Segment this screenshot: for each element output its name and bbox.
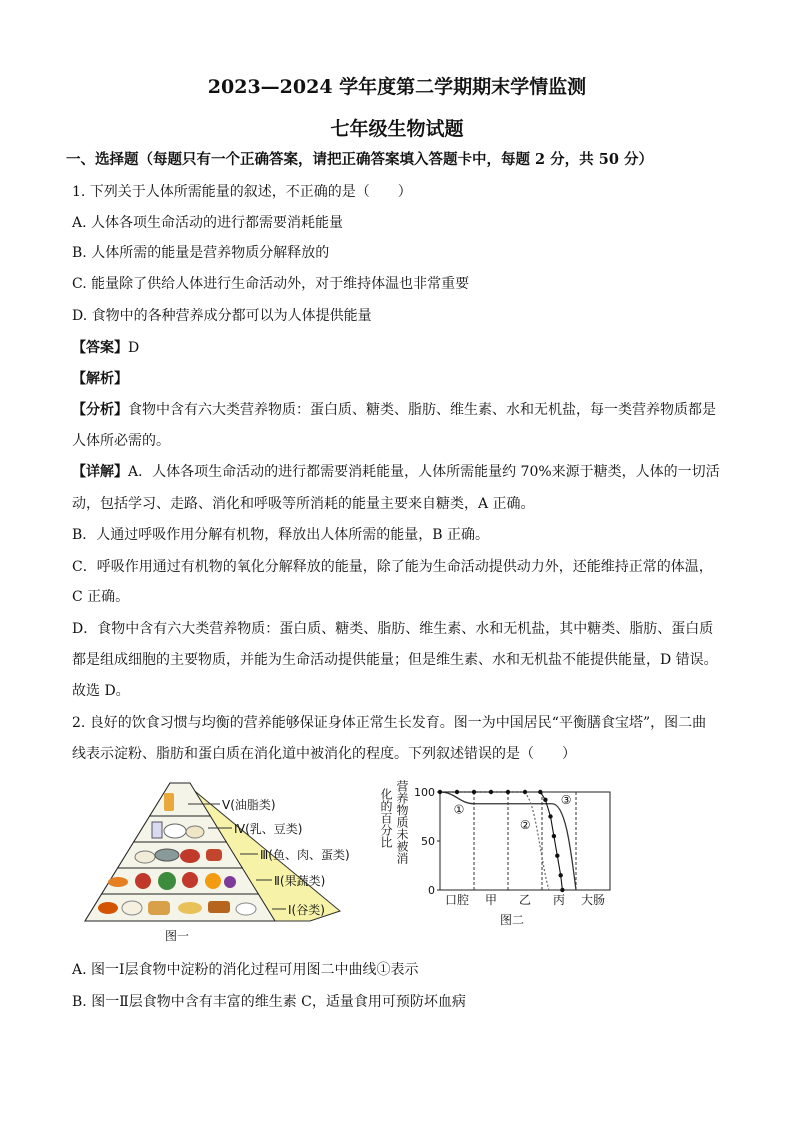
y-axis-label: 营养物质未被消 <box>395 780 409 864</box>
egg-icon <box>135 851 155 863</box>
grape-icon <box>224 876 236 888</box>
q1-analysis-tag <box>72 369 726 389</box>
level-3-label: Ⅲ(鱼、肉、蛋类) <box>260 848 350 862</box>
q2-stem: 线表示淀粉、脂肪和蛋白质在消化道中被消化的程度。下列叙述错误的是（ ） <box>72 746 576 762</box>
x-tick-label: 口腔 <box>444 893 470 907</box>
curve-1-label: ① <box>453 802 465 817</box>
tofu-icon <box>186 826 204 838</box>
plot-frame <box>440 792 610 890</box>
series-3-point <box>559 873 563 877</box>
curve-3-label: ③ <box>560 792 572 807</box>
level-1-label: Ⅰ(谷类) <box>288 903 325 917</box>
bowl-icon <box>164 824 186 838</box>
level-2-label: Ⅱ(果蔬类) <box>274 874 326 888</box>
q1-xiangjie-line: 动，包括学习、走路、消化和呼吸等所消耗的能量主要来自糖类，A 正确。 <box>72 496 535 512</box>
q2-stem: 2. 良好的饮食习惯与均衡的营养能够保证身体正常生长发育。图一为中国居民“平衡膳食宝塔”，图二曲 <box>72 715 707 731</box>
answer-tag: 【答案】 <box>72 340 128 356</box>
bread-icon <box>148 901 170 915</box>
y-axis-label: 化的百分比 <box>379 788 393 848</box>
vegetable-icon <box>158 872 176 890</box>
rice-bowl-icon <box>236 903 256 915</box>
milk-carton-icon <box>152 822 162 838</box>
q1-xiangjie-line: 都是组成细胞的主要物质，并能为生命活动提供能量；但是维生素、水和无机盐不能提供能量，D 错误。 <box>72 652 718 668</box>
level-4-label: Ⅳ(乳、豆类) <box>234 822 303 836</box>
series-3-point <box>538 790 542 794</box>
y-tick-label: 50 <box>421 835 435 848</box>
series-3-point <box>506 790 510 794</box>
q1-xiangjie-line <box>72 462 726 482</box>
series-3-point <box>455 790 459 794</box>
figure2-caption: 图二 <box>500 913 525 927</box>
q1-fenxi-line: 人体所必需的。 <box>72 433 170 449</box>
y-tick-label: 0 <box>428 884 435 897</box>
tomato-icon <box>182 872 198 888</box>
q1-xiangjie-line: D．食物中含有六大类营养物质：蛋白质、糖类、脂肪、维生素、水和无机盐，其中糖类、脂肪、蛋白质 <box>72 621 714 637</box>
x-tick-label: 大肠 <box>580 893 606 907</box>
chart-plot-area <box>414 786 610 907</box>
x-tick-label: 丙 <box>552 893 566 907</box>
q1-xiangjie-line: 故选 D。 <box>72 683 130 699</box>
level-5-label: Ⅴ(油脂类) <box>222 798 276 812</box>
analysis-tag: 【解析】 <box>72 371 128 387</box>
page-subtitle: 七年级生物试题 <box>330 118 464 140</box>
xiangjie-tag: 【详解】 <box>72 464 128 480</box>
q2-option-b: B. 图一Ⅱ层食物中含有丰富的维生素 C，适量食用可预防坏血病 <box>72 994 466 1010</box>
q1-option-a: A. 人体各项生命活动的进行都需要消耗能量 <box>72 215 344 231</box>
fenxi-tag: 【分析】 <box>72 402 128 418</box>
series-3-point <box>472 790 476 794</box>
q2-option-a: A. 图一Ⅰ层食物中淀粉的消化过程可用图二中曲线①表示 <box>72 962 419 978</box>
xiangjie-text: A．人体各项生命活动的进行都需要消耗能量，人体所需能量约 70%来源于糖类，人体的一切活 <box>128 464 720 480</box>
q1-xiangjie-line: C 正确。 <box>72 589 130 605</box>
fenxi-text: 食物中含有六大类营养物质：蛋白质、糖类、脂肪、维生素、水和无机盐，每一类营养物质都是 <box>128 402 716 418</box>
x-tick-label: 乙 <box>518 893 532 907</box>
orange-icon <box>205 873 221 889</box>
series-3-point <box>560 888 564 892</box>
curve-2-label: ② <box>519 818 531 833</box>
q1-answer <box>72 338 726 358</box>
apple-icon <box>135 873 151 889</box>
loaf-icon <box>208 901 230 913</box>
series-3-point <box>555 854 559 858</box>
q1-fenxi-line <box>72 400 726 420</box>
y-tick-label: 100 <box>414 786 435 799</box>
q1-stem: 1. 下列关于人体所需能量的叙述，不正确的是（ ） <box>72 184 412 200</box>
series-3-point <box>523 790 527 794</box>
q1-option-c: C. 能量除了供给人体进行生命活动外，对于维持体温也非常重要 <box>72 276 470 292</box>
digestion-chart <box>370 776 620 931</box>
series-3-point <box>543 798 547 802</box>
q1-xiangjie-line: B．人通过呼吸作用分解有机物，释放出人体所需的能量，B 正确。 <box>72 527 490 543</box>
meat-icon <box>180 849 200 863</box>
sausage-icon <box>206 849 222 861</box>
food-pyramid-figure <box>70 776 360 946</box>
section-heading: 一、选择题（每题只有一个正确答案，请把正确答案填入答题卡中，每题 2 分，共 50 分） <box>66 151 653 168</box>
q1-option-b: B. 人体所需的能量是营养物质分解释放的 <box>72 245 330 261</box>
series-3-point <box>489 790 493 794</box>
series-3-point <box>548 814 552 818</box>
q1-option-d: D. 食物中的各种营养成分都可以为人体提供能量 <box>72 308 372 324</box>
bun-icon <box>122 901 142 915</box>
q1-xiangjie-line: C．呼吸作用通过有机物的氧化分解释放的能量，除了能为生命活动提供动力外，还能维持正常的体温， <box>72 559 713 575</box>
oil-bottle-icon <box>164 793 174 811</box>
carrot-icon <box>108 877 128 887</box>
answer-value: D <box>128 340 140 356</box>
series-3-point <box>438 790 442 794</box>
corn-icon <box>178 902 202 914</box>
x-tick-label: 甲 <box>484 893 498 907</box>
figure1-caption: 图一 <box>165 929 190 943</box>
fish-icon <box>155 849 179 861</box>
sweet-potato-icon <box>98 902 118 914</box>
page-title: 2023—2024 学年度第二学期期末学情监测 <box>207 76 587 98</box>
series-3-point <box>552 834 556 838</box>
